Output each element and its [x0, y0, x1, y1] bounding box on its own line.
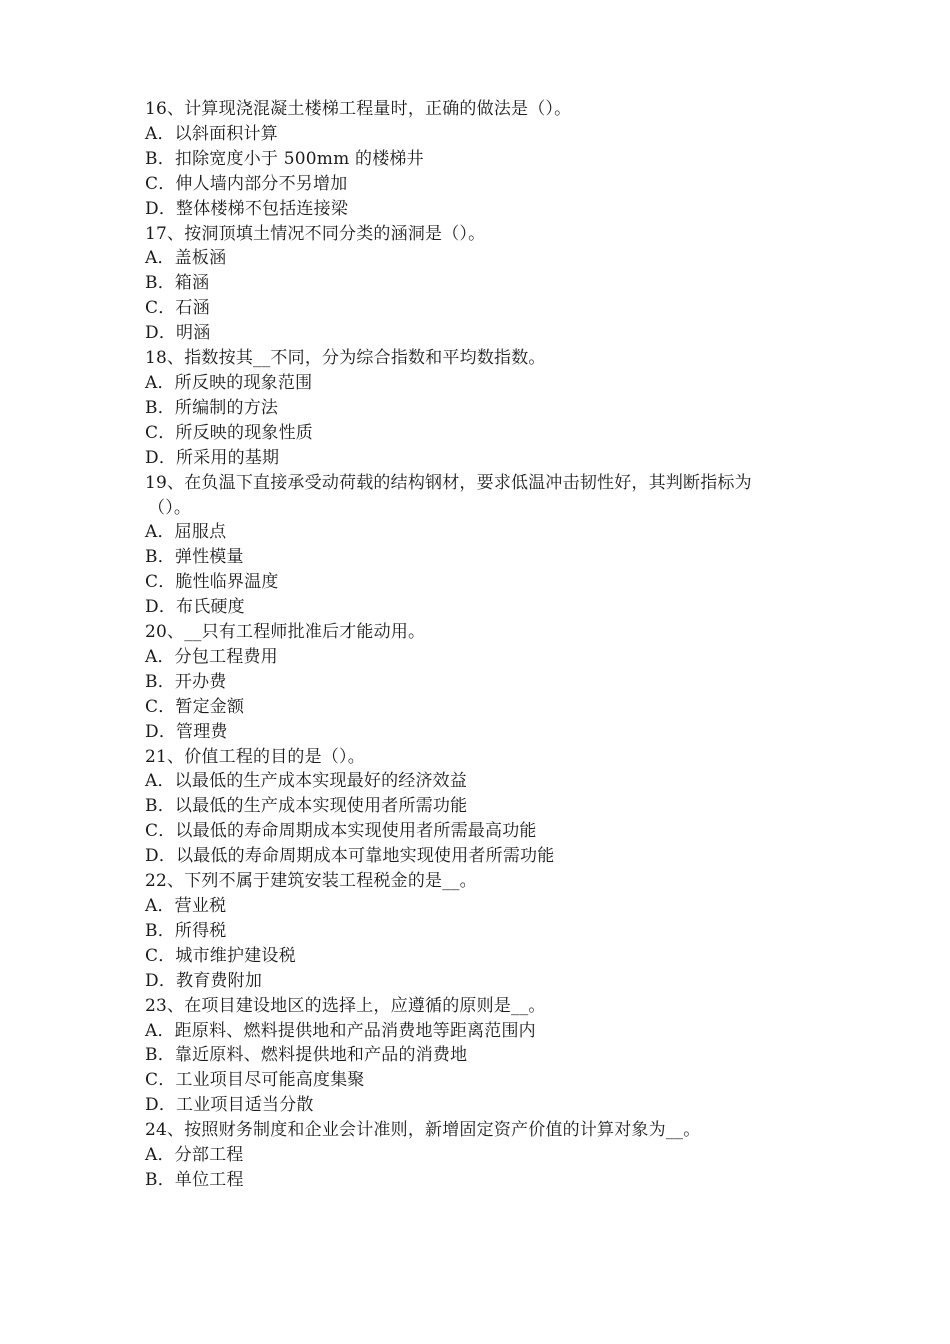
answer-option: B．以最低的生产成本实现使用者所需功能 — [145, 796, 468, 817]
answer-option: C．石涵 — [145, 298, 210, 319]
answer-option: A．所反映的现象范围 — [145, 372, 313, 393]
answer-option: C．暂定金额 — [145, 696, 245, 717]
question-stem: 22、下列不属于建筑安装工程税金的是__。 — [145, 871, 477, 892]
answer-option: D．布氏硬度 — [145, 597, 245, 618]
answer-option: B．所编制的方法 — [145, 397, 279, 418]
answer-option: B．所得税 — [145, 920, 227, 941]
answer-option: D．所采用的基期 — [145, 447, 280, 468]
question-stem: 19、在负温下直接承受动荷载的结构钢材，要求低温冲击韧性好，其判断指标为 — [145, 472, 752, 493]
question-list — [145, 97, 825, 1193]
question-stem: 18、指数按其__不同，分为综合指数和平均数指数。 — [145, 348, 546, 369]
question-stem-continuation — [145, 496, 825, 521]
question-stem: 24、按照财务制度和企业会计准则，新增固定资产价值的计算对象为__。 — [145, 1120, 701, 1141]
answer-option: A．营业税 — [145, 896, 227, 916]
answer-option: B．箱涵 — [145, 273, 210, 294]
answer-option: A．以斜面积计算 — [145, 123, 278, 144]
answer-option: C．伸人墙内部分不另增加 — [145, 173, 348, 194]
answer-option: D．整体楼梯不包括连接梁 — [145, 198, 349, 219]
answer-option: C．城市维护建设税 — [145, 945, 296, 966]
answer-option: B．扣除宽度小于 500mm 的楼梯井 — [145, 148, 424, 169]
answer-option: D．工业项目适当分散 — [145, 1095, 314, 1116]
question-stem: 23、在项目建设地区的选择上，应遵循的原则是__。 — [145, 995, 546, 1016]
answer-option: A．屈服点 — [145, 522, 227, 543]
question-stem-cont-text: （）。 — [148, 497, 192, 518]
answer-option: A．分包工程费用 — [145, 646, 278, 667]
answer-option: C．以最低的寿命周期成本实现使用者所需最高功能 — [145, 821, 537, 842]
question-stem: 16、计算现浇混凝土楼梯工程量时，正确的做法是（）。 — [145, 99, 572, 119]
answer-option: C．工业项目尽可能高度集聚 — [145, 1070, 365, 1091]
question-stem: 21、价值工程的目的是（）。 — [145, 746, 365, 767]
answer-option: B．单位工程 — [145, 1169, 244, 1190]
answer-option: D．教育费附加 — [145, 970, 263, 991]
answer-option: D．明涵 — [145, 323, 211, 344]
answer-option: A．距原料、燃料提供地和产品消费地等距离范围内 — [145, 1020, 536, 1041]
answer-option: D．管理费 — [145, 721, 228, 742]
question-stem: 17、按洞顶填土情况不同分类的涵洞是（）。 — [145, 223, 486, 244]
answer-option: C．所反映的现象性质 — [145, 422, 314, 443]
answer-option: C．脆性临界温度 — [145, 572, 279, 593]
answer-option: A．盖板涵 — [145, 248, 227, 269]
answer-option: B．开办费 — [145, 671, 227, 692]
answer-option: B．靠近原料、燃料提供地和产品的消费地 — [145, 1045, 468, 1066]
answer-option: B．弹性模量 — [145, 547, 244, 568]
answer-option: D．以最低的寿命周期成本可靠地实现使用者所需功能 — [145, 846, 555, 867]
answer-option: A．以最低的生产成本实现最好的经济效益 — [145, 771, 468, 792]
answer-option: A．分部工程 — [145, 1145, 244, 1166]
question-stem: 20、__只有工程师批准后才能动用。 — [145, 622, 426, 643]
